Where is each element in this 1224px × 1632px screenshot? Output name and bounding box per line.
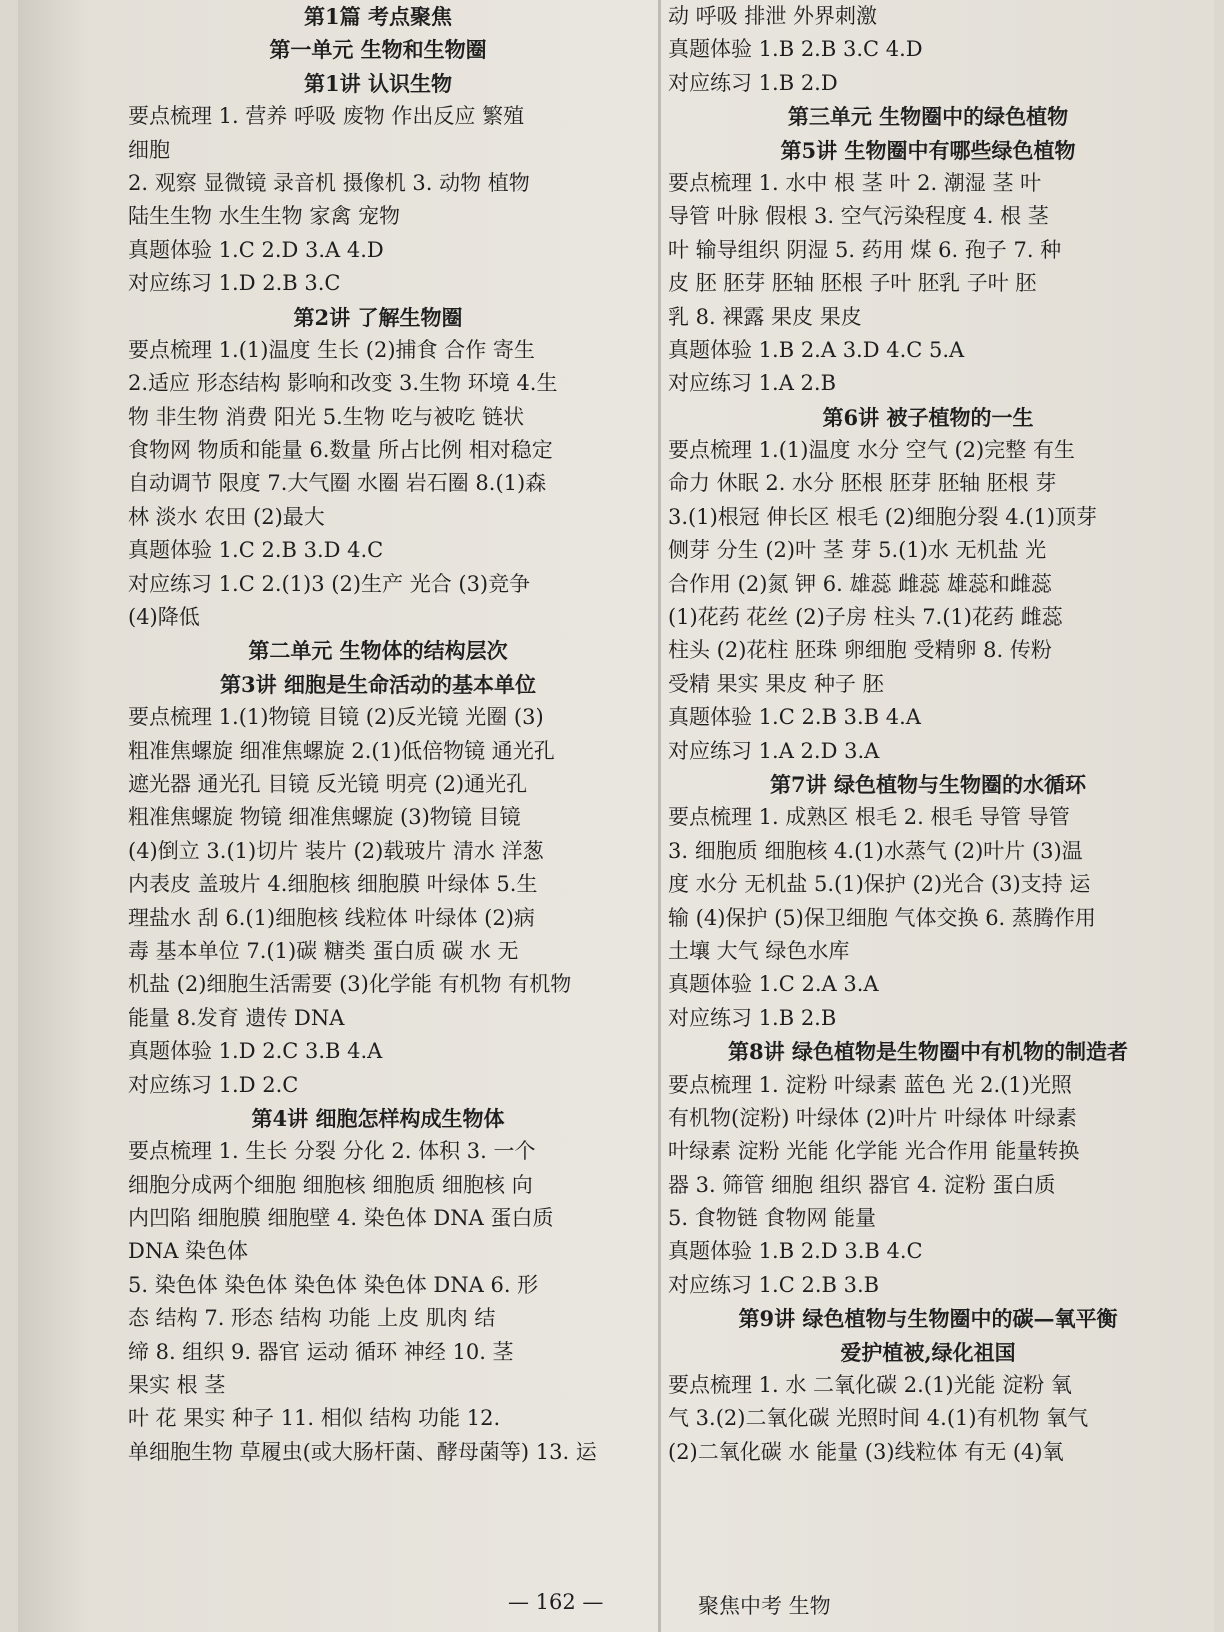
text-line: 要点梳理 1. 营养 呼吸 废物 作出反应 繁殖 (128, 104, 525, 129)
text-line: 单细胞生物 草履虫(或大肠杆菌、酵母菌等) 13. 运 (128, 1439, 597, 1464)
text-line: 要点梳理 1. 水中 根 茎 叶 2. 潮湿 茎 叶 (668, 170, 1042, 195)
text-line: 缔 8. 组织 9. 器官 运动 循环 神经 10. 茎 (128, 1339, 514, 1364)
text-line: 粗准焦螺旋 物镜 细准焦螺旋 (3)物镜 目镜 (128, 805, 521, 830)
left-column (128, 0, 628, 1469)
text-line: 真题体验 1.B 2.A 3.D 4.C 5.A (668, 337, 965, 362)
text-line: 真题体验 1.C 2.D 3.A 4.D (128, 237, 384, 262)
text-line: DNA 染色体 (128, 1239, 249, 1264)
unit-title: 第一单元 生物和生物圈 (269, 37, 487, 63)
text-line: 叶 花 果实 种子 11. 相似 结构 功能 12. (128, 1406, 501, 1431)
text-line: 气 3.(2)二氧化碳 光照时间 4.(1)有机物 氧气 (668, 1406, 1089, 1431)
text-line: 命力 休眠 2. 水分 胚根 胚芽 胚轴 胚根 芽 (668, 471, 1057, 496)
text-line: 要点梳理 1.(1)温度 水分 空气 (2)完整 有生 (668, 438, 1075, 463)
text-line: 细胞 (128, 137, 170, 162)
lesson-subtitle: 爱护植被,绿化祖国 (840, 1339, 1016, 1365)
lesson-title: 第2讲 了解生物圈 (293, 304, 463, 330)
text-line: 真题体验 1.C 2.A 3.A (668, 972, 879, 997)
text-line: 3.(1)根冠 伸长区 根毛 (2)细胞分裂 4.(1)顶芽 (668, 504, 1098, 529)
text-line: 真题体验 1.B 2.B 3.C 4.D (668, 37, 923, 62)
text-line: 侧芽 分生 (2)叶 茎 芽 5.(1)水 无机盐 光 (668, 538, 1047, 563)
page-number: — 162 — (508, 1590, 604, 1614)
text-line: 柱头 (2)花柱 胚珠 卵细胞 受精卵 8. 传粉 (668, 638, 1052, 663)
page-fold (658, 0, 661, 1632)
text-line: 5. 食物链 食物网 能量 (668, 1206, 877, 1231)
unit-title: 第二单元 生物体的结构层次 (248, 638, 508, 664)
text-line: (4)降低 (128, 605, 200, 630)
text-line: 态 结构 7. 形态 结构 功能 上皮 肌肉 结 (128, 1306, 496, 1331)
text-line: 有机物(淀粉) 叶绿体 (2)叶片 叶绿体 叶绿素 (668, 1105, 1077, 1130)
text-line: 陆生生物 水生生物 家禽 宠物 (128, 204, 401, 229)
text-line: 动 呼吸 排泄 外界刺激 (668, 4, 878, 28)
text-line: 要点梳理 1. 生长 分裂 分化 2. 体积 3. 一个 (128, 1139, 536, 1164)
text-line: 合作用 (2)氮 钾 6. 雄蕊 雌蕊 雄蕊和雌蕊 (668, 571, 1052, 596)
text-line: 对应练习 1.B 2.D (668, 70, 838, 95)
book-title: 聚焦中考 生物 (698, 1594, 831, 1618)
text-line: 果实 根 茎 (128, 1373, 226, 1398)
text-line: 叶绿素 淀粉 光能 化学能 光合作用 能量转换 (668, 1139, 1080, 1164)
answer-sheet (18, 0, 1214, 1632)
text-line: 内表皮 盖玻片 4.细胞核 细胞膜 叶绿体 5.生 (128, 872, 538, 897)
lesson-title: 第3讲 细胞是生命活动的基本单位 (220, 671, 536, 697)
lesson-title: 第8讲 绿色植物是生物圈中有机物的制造者 (728, 1039, 1128, 1065)
text-line: 土壤 大气 绿色水库 (668, 938, 850, 963)
text-line: 受精 果实 果皮 种子 胚 (668, 671, 884, 696)
right-column (668, 0, 1188, 1469)
text-line: 机盐 (2)细胞生活需要 (3)化学能 有机物 有机物 (128, 972, 572, 997)
text-line: 对应练习 1.D 2.B 3.C (128, 271, 341, 296)
text-line: 要点梳理 1.(1)物镜 目镜 (2)反光镜 光圈 (3) (128, 705, 544, 730)
text-line: 毒 基本单位 7.(1)碳 糖类 蛋白质 碳 水 无 (128, 938, 519, 963)
text-line: 物 非生物 消费 阳光 5.生物 吃与被吃 链状 (128, 404, 525, 429)
text-line: 真题体验 1.C 2.B 3.B 4.A (668, 705, 921, 730)
text-line: 叶 输导组织 阴湿 5. 药用 煤 6. 孢子 7. 种 (668, 237, 1062, 262)
text-line: 要点梳理 1. 成熟区 根毛 2. 根毛 导管 导管 (668, 805, 1070, 830)
text-line: 理盐水 刮 6.(1)细胞核 线粒体 叶绿体 (2)病 (128, 905, 535, 930)
text-line: 皮 胚 胚芽 胚轴 胚根 子叶 胚乳 子叶 胚 (668, 271, 1037, 296)
text-line: 器 3. 筛管 细胞 组织 器官 4. 淀粉 蛋白质 (668, 1172, 1056, 1197)
text-line: 食物网 物质和能量 6.数量 所占比例 相对稳定 (128, 438, 553, 463)
text-line: 2.适应 形态结构 影响和改变 3.生物 环境 4.生 (128, 371, 558, 396)
lesson-title: 第6讲 被子植物的一生 (822, 404, 1034, 430)
text-line: 遮光器 通光孔 目镜 反光镜 明亮 (2)通光孔 (128, 771, 528, 796)
text-line: 5. 染色体 染色体 染色体 染色体 DNA 6. 形 (128, 1272, 539, 1297)
text-line: 要点梳理 1.(1)温度 生长 (2)捕食 合作 寄生 (128, 337, 535, 362)
text-line: 3. 细胞质 细胞核 4.(1)水蒸气 (2)叶片 (3)温 (668, 838, 1083, 863)
text-line: 真题体验 1.D 2.C 3.B 4.A (128, 1039, 383, 1064)
lesson-title: 第1讲 认识生物 (304, 70, 452, 96)
part-title: 第1篇 考点聚焦 (304, 4, 452, 29)
text-line: 对应练习 1.C 2.B 3.B (668, 1272, 880, 1297)
text-line: 自动调节 限度 7.大气圈 水圈 岩石圈 8.(1)森 (128, 471, 547, 496)
text-line: 对应练习 1.C 2.(1)3 (2)生产 光合 (3)竞争 (128, 571, 531, 596)
text-line: 内凹陷 细胞膜 细胞壁 4. 染色体 DNA 蛋白质 (128, 1206, 554, 1231)
text-line: 要点梳理 1. 淀粉 叶绿素 蓝色 光 2.(1)光照 (668, 1072, 1072, 1097)
text-line: 粗准焦螺旋 细准焦螺旋 2.(1)低倍物镜 通光孔 (128, 738, 555, 763)
text-line: 导管 叶脉 假根 3. 空气污染程度 4. 根 茎 (668, 204, 1049, 229)
text-line: (1)花药 花丝 (2)子房 柱头 7.(1)花药 雌蕊 (668, 605, 1063, 630)
text-line: 输 (4)保护 (5)保卫细胞 气体交换 6. 蒸腾作用 (668, 905, 1096, 930)
text-line: 要点梳理 1. 水 二氧化碳 2.(1)光能 淀粉 氧 (668, 1373, 1072, 1398)
text-line: (2)二氧化碳 水 能量 (3)线粒体 有无 (4)氧 (668, 1439, 1064, 1464)
text-line: 细胞分成两个细胞 细胞核 细胞质 细胞核 向 (128, 1172, 533, 1197)
text-line: 2. 观察 显微镜 录音机 摄像机 3. 动物 植物 (128, 170, 530, 195)
lesson-title: 第4讲 细胞怎样构成生物体 (251, 1105, 505, 1131)
text-line: 能量 8.发育 遗传 DNA (128, 1005, 345, 1030)
text-line: 对应练习 1.A 2.B (668, 371, 837, 396)
text-line: 林 淡水 农田 (2)最大 (128, 504, 325, 529)
text-line: 度 水分 无机盐 5.(1)保护 (2)光合 (3)支持 运 (668, 872, 1091, 897)
text-line: 对应练习 1.D 2.C (128, 1072, 299, 1097)
text-line: 真题体验 1.C 2.B 3.D 4.C (128, 538, 384, 563)
lesson-title: 第9讲 绿色植物与生物圈中的碳—氧平衡 (738, 1306, 1118, 1332)
text-line: (4)倒立 3.(1)切片 装片 (2)载玻片 清水 洋葱 (128, 838, 544, 863)
unit-title: 第三单元 生物圈中的绿色植物 (787, 104, 1069, 130)
text-line: 乳 8. 裸露 果皮 果皮 (668, 304, 862, 329)
text-line: 对应练习 1.B 2.B (668, 1005, 837, 1030)
lesson-title: 第5讲 生物圈中有哪些绿色植物 (780, 137, 1076, 163)
text-line: 真题体验 1.B 2.D 3.B 4.C (668, 1239, 923, 1264)
lesson-title: 第7讲 绿色植物与生物圈的水循环 (770, 771, 1086, 797)
text-line: 对应练习 1.A 2.D 3.A (668, 738, 880, 763)
